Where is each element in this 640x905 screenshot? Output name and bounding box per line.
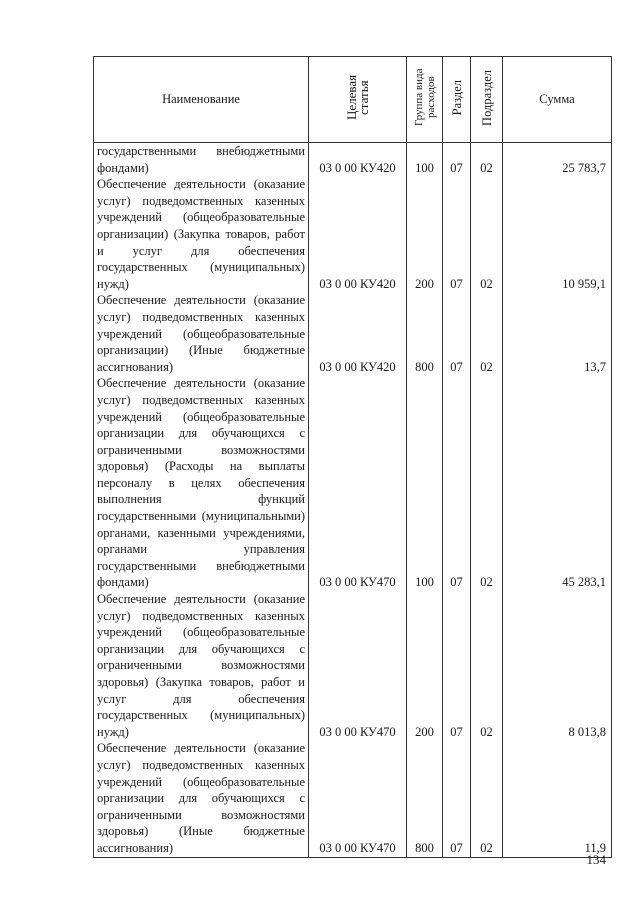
header-subsection: Подраздел [471, 57, 503, 143]
row-subsection: 02 [471, 591, 503, 740]
row-article: 03 0 00 КУ420 [309, 143, 407, 177]
header-name: Наименование [94, 57, 309, 143]
row-subsection: 02 [471, 740, 503, 857]
header-section: Раздел [443, 57, 471, 143]
table-row [94, 292, 612, 375]
budget-table [93, 56, 612, 858]
row-name: Обеспечение деятельности (оказание услуг) подведомственных казенных учреждений (общеобразовательные организации) (Иные бюджетные ассигнования) [94, 292, 309, 375]
row-name: государственными внебюджетными фондами) [94, 143, 309, 177]
row-article: 03 0 00 КУ420 [309, 292, 407, 375]
row-section: 07 [443, 375, 471, 591]
row-subsection: 02 [471, 292, 503, 375]
row-section: 07 [443, 176, 471, 292]
table-row [94, 375, 612, 591]
header-article: Целевая статья [309, 57, 407, 143]
row-section: 07 [443, 143, 471, 177]
row-name: Обеспечение деятельности (оказание услуг) подведомственных казенных учреждений (общеобразовательные организации для обучающихся с ограниченными возможностями здоровья) (Иные бюджетные ассигнования) [94, 740, 309, 857]
table-row [94, 740, 612, 857]
row-article: 03 0 00 КУ420 [309, 176, 407, 292]
row-name: Обеспечение деятельности (оказание услуг) подведомственных казенных учреждений (общеобразовательные организации) (Закупка товаров, работ и услуг для обеспечения государственных (муниципальных) нужд) [94, 176, 309, 292]
row-name: Обеспечение деятельности (оказание услуг) подведомственных казенных учреждений (общеобразовательные организации для обучающихся с ограниченными возможностями здоровья) (Закупка товаров, работ и услуг для обеспечения государственных (муниципальных) нужд) [94, 591, 309, 740]
row-section: 07 [443, 740, 471, 857]
row-group: 800 [407, 740, 443, 857]
table-row [94, 176, 612, 292]
row-article: 03 0 00 КУ470 [309, 591, 407, 740]
row-sum: 8 013,8 [503, 591, 612, 740]
row-article: 03 0 00 КУ470 [309, 740, 407, 857]
table-header [94, 57, 612, 143]
row-sum: 11,9 [503, 740, 612, 857]
row-section: 07 [443, 292, 471, 375]
row-name: Обеспечение деятельности (оказание услуг) подведомственных казенных учреждений (общеобразовательные организации для обучающихся с ограниченными возможностями здоровья) (Расходы на выплаты персоналу в целях обеспечения выполнения функций государственными (муниципальными) органами, казенными учреждениями, органами управления государственными внебюджетными фондами) [94, 375, 309, 591]
header-sum: Сумма [503, 57, 612, 143]
row-subsection: 02 [471, 143, 503, 177]
table-body [94, 143, 612, 858]
row-sum: 25 783,7 [503, 143, 612, 177]
header-expense-group: Группа вида расходов [407, 57, 443, 143]
row-group: 100 [407, 143, 443, 177]
row-section: 07 [443, 591, 471, 740]
table-row [94, 591, 612, 740]
row-group: 200 [407, 591, 443, 740]
table-row [94, 143, 612, 177]
row-sum: 13,7 [503, 292, 612, 375]
header-row [94, 57, 612, 143]
row-sum: 10 959,1 [503, 176, 612, 292]
row-group: 800 [407, 292, 443, 375]
row-sum: 45 283,1 [503, 375, 612, 591]
row-group: 200 [407, 176, 443, 292]
row-subsection: 02 [471, 176, 503, 292]
row-group: 100 [407, 375, 443, 591]
page-number: 134 [586, 852, 606, 867]
row-subsection: 02 [471, 375, 503, 591]
row-article: 03 0 00 КУ470 [309, 375, 407, 591]
